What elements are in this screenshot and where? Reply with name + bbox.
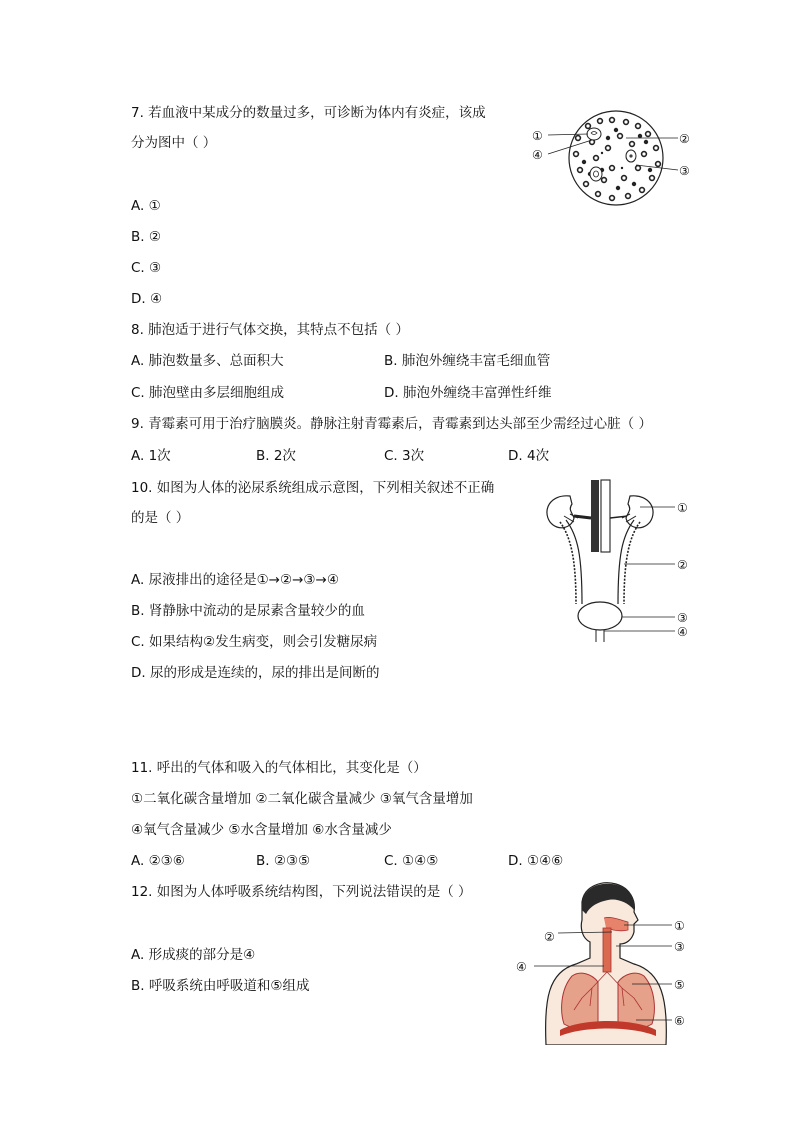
- resp-label-6: ⑥: [674, 1014, 685, 1028]
- resp-label-1: ①: [674, 919, 685, 933]
- q8-option-a: A. 肺泡数量多、总面积大: [131, 353, 284, 369]
- q7-option-a: A. ①: [131, 198, 161, 214]
- urinary-label-3: ③: [677, 611, 688, 625]
- q10-option-d: D. 尿的形成是连续的，尿的排出是间断的: [131, 665, 380, 681]
- q10-option-a: A. 尿液排出的途径是①→②→③→④: [131, 572, 339, 588]
- urinary-label-1: ①: [677, 501, 688, 515]
- q8-option-b: B. 肺泡外缠绕丰富毛细血管: [384, 353, 551, 369]
- resp-label-5: ⑤: [674, 978, 685, 992]
- q11-option-a: A. ②③⑥: [131, 853, 185, 869]
- q11-items-line1: ①二氧化碳含量增加 ②二氧化碳含量减少 ③氧气含量增加: [131, 791, 473, 807]
- q8-stem: 8. 肺泡适于进行气体交换，其特点不包括（ ）: [131, 322, 409, 338]
- q7-stem-line1: 7. 若血液中某成分的数量过多，可诊断为体内有炎症，该成: [131, 105, 486, 121]
- q9-option-a: A. 1次: [131, 448, 171, 464]
- blood-label-3: ③: [679, 164, 690, 178]
- urinary-label-4: ④: [677, 625, 688, 639]
- q11-option-d: D. ①④⑥: [508, 853, 564, 869]
- q10-option-b: B. 肾静脉中流动的是尿素含量较少的血: [131, 603, 365, 619]
- q9-option-b: B. 2次: [256, 448, 296, 464]
- q11-option-c: C. ①④⑤: [384, 853, 439, 869]
- urinary-system-figure: [530, 476, 700, 646]
- blood-label-2: ②: [679, 132, 690, 146]
- q9-stem: 9. 青霉素可用于治疗脑膜炎。静脉注射青霉素后，青霉素到达头部至少需经过心脏（ ）: [131, 416, 652, 432]
- q8-option-c: C. 肺泡壁由多层细胞组成: [131, 385, 285, 401]
- respiratory-system-figure: [512, 880, 697, 1045]
- resp-label-4: ④: [516, 960, 527, 974]
- q7-option-c: C. ③: [131, 260, 162, 276]
- q10-stem-line2: 的是（ ）: [131, 510, 190, 526]
- q12-option-a: A. 形成痰的部分是④: [131, 947, 256, 963]
- q8-option-d: D. 肺泡外缠绕丰富弹性纤维: [384, 385, 552, 401]
- q11-items-line2: ④氧气含量减少 ⑤水含量增加 ⑥水含量减少: [131, 822, 392, 838]
- resp-label-3: ③: [674, 940, 685, 954]
- q9-option-d: D. 4次: [508, 448, 550, 464]
- blood-smear-figure: [528, 108, 698, 208]
- q7-stem-line2: 分为图中（ ）: [131, 135, 217, 151]
- q7-option-b: B. ②: [131, 229, 161, 245]
- q12-stem: 12. 如图为人体呼吸系统结构图，下列说法错误的是（ ）: [131, 884, 472, 900]
- q11-stem: 11. 呼出的气体和吸入的气体相比，其变化是（）: [131, 760, 427, 776]
- q7-option-d: D. ④: [131, 291, 163, 307]
- q12-option-b: B. 呼吸系统由呼吸道和⑤组成: [131, 978, 310, 994]
- blood-label-1: ①: [532, 129, 543, 143]
- q9-option-c: C. 3次: [384, 448, 425, 464]
- blood-label-4: ④: [532, 148, 543, 162]
- q11-option-b: B. ②③⑤: [256, 853, 311, 869]
- resp-label-2: ②: [544, 930, 555, 944]
- urinary-label-2: ②: [677, 558, 688, 572]
- q10-stem-line1: 10. 如图为人体的泌尿系统组成示意图，下列相关叙述不正确: [131, 480, 495, 496]
- q10-option-c: C. 如果结构②发生病变，则会引发糖尿病: [131, 634, 378, 650]
